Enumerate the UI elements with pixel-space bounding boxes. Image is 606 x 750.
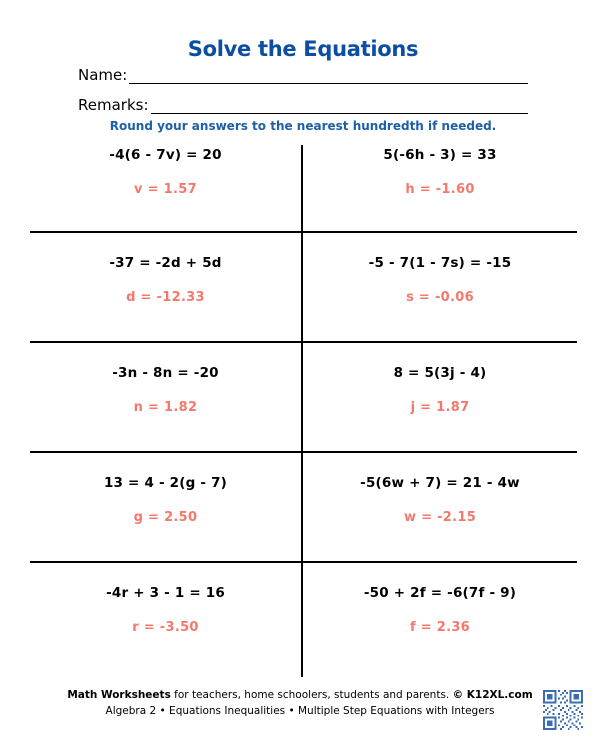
- equation-text: -37 = -2d + 5d: [109, 255, 222, 271]
- problem-cell: [30, 233, 303, 343]
- footer-line2: Algebra 2 • Equations Inequalities • Multiple Step Equations with Integers: [105, 705, 495, 717]
- footer-copyright: © K12XL.com: [452, 689, 533, 701]
- problem-cell: [30, 145, 303, 233]
- answer-text: d = -12.33: [126, 290, 205, 305]
- equation-text: 13 = 4 - 2(g - 7): [103, 475, 228, 491]
- answer-text: h = -1.60: [405, 182, 475, 197]
- answer-text: r = -3.50: [132, 620, 199, 635]
- remarks-label: Remarks:: [78, 96, 149, 114]
- problem-cell: [303, 343, 577, 453]
- remarks-field-row: [78, 92, 528, 114]
- problem-cell: [30, 343, 303, 453]
- name-label: Name:: [78, 66, 128, 84]
- problems-grid: [30, 145, 577, 677]
- answer-text: g = 2.50: [133, 510, 198, 525]
- qr-code: [543, 690, 583, 730]
- equation-text: 5(-6h - 3) = 33: [383, 147, 497, 163]
- equation-text: -4(6 - 7v) = 20: [109, 147, 222, 163]
- footer-line1: Math Worksheets for teachers, home schoolers, students and parents. © K12XL.com: [67, 689, 533, 701]
- name-field-row: [78, 62, 528, 84]
- problem-cell: [303, 145, 577, 233]
- equation-text: -4r + 3 - 1 = 16: [106, 585, 225, 601]
- answer-text: f = 2.36: [409, 620, 471, 635]
- answer-text: j = 1.87: [410, 400, 470, 415]
- remarks-write-line: [151, 92, 528, 114]
- equation-text: -5(6w + 7) = 21 - 4w: [360, 475, 520, 491]
- problem-cell: [303, 453, 577, 563]
- answer-text: s = -0.06: [406, 290, 474, 305]
- equation-text: 8 = 5(3j - 4): [393, 365, 487, 381]
- problem-cell: [30, 563, 303, 677]
- problem-cell: [303, 563, 577, 677]
- instruction-text: Round your answers to the nearest hundredth if needed.: [109, 119, 497, 133]
- equation-text: -3n - 8n = -20: [112, 365, 219, 381]
- problem-cell: [30, 453, 303, 563]
- problem-cell: [303, 233, 577, 343]
- footer-brand: Math Worksheets: [67, 689, 171, 701]
- equation-text: -5 - 7(1 - 7s) = -15: [368, 255, 512, 271]
- page-title: Solve the Equations: [187, 37, 419, 61]
- answer-text: n = 1.82: [133, 400, 198, 415]
- answer-text: v = 1.57: [134, 182, 197, 197]
- equation-text: -50 + 2f = -6(7f - 9): [363, 585, 517, 601]
- answer-text: w = -2.15: [403, 510, 477, 525]
- name-write-line: [129, 62, 528, 84]
- footer-text: [0, 687, 600, 719]
